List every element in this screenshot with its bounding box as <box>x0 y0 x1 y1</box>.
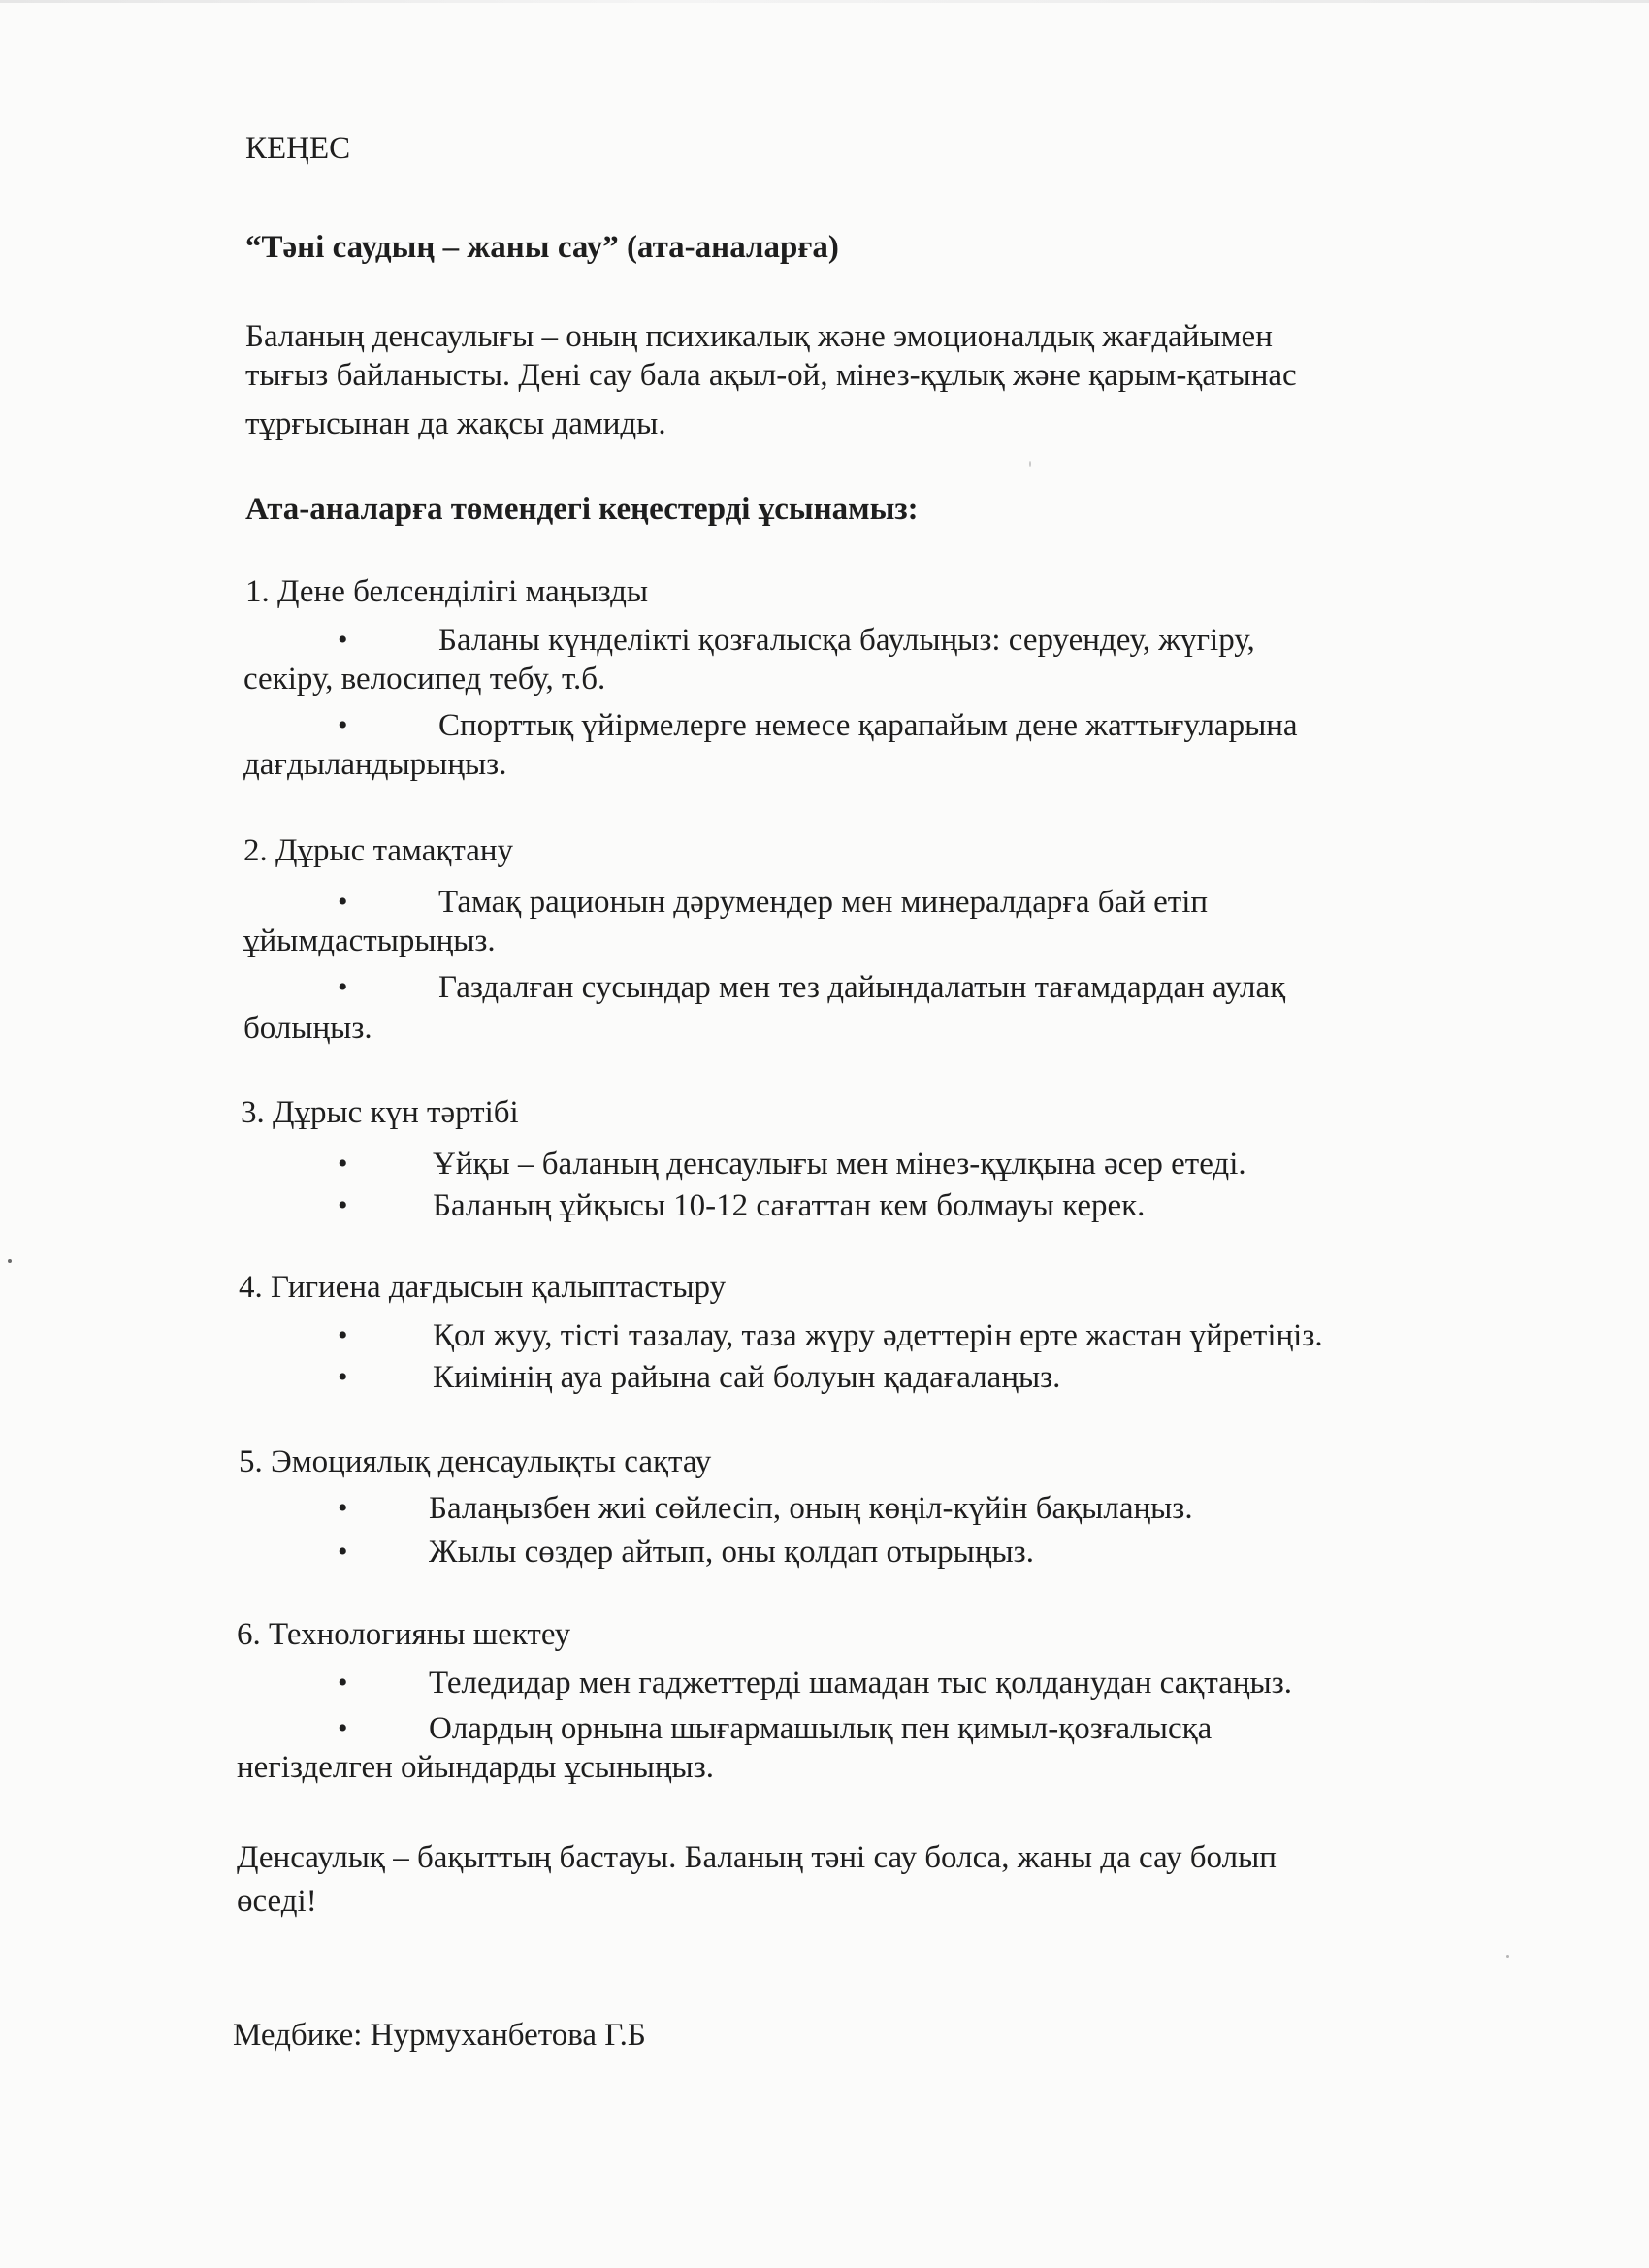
advice-heading: Ата-аналарға төмендегі кеңестерді ұсынамыз: <box>245 492 919 527</box>
section-1-item-1-line-1: Баланы күнделікті қозғалысқа баулыңыз: серуендеу, жүгіру, <box>438 623 1255 658</box>
section-6-item-1-line-1: Теледидар мен гаджеттерді шамадан тыс қолданудан сақтаңыз. <box>429 1666 1293 1701</box>
scan-speck <box>1029 461 1031 467</box>
scan-speck <box>8 1259 12 1263</box>
section-title-6: 6. Технологияны шектеу <box>237 1617 571 1652</box>
section-2-item-1-line-1: Тамақ рационын дәрумендер мен минералдарға бай етіп <box>438 885 1209 920</box>
section-6-item-2-line-2: негізделген ойындарды ұсыныңыз. <box>237 1750 714 1785</box>
bullet-icon: • <box>338 1492 348 1524</box>
section-2-item-2-line-2: болыңыз. <box>243 1011 372 1046</box>
bullet-icon: • <box>338 1712 348 1744</box>
section-5-item-1-line-1: Балаңызбен жиі сөйлесіп, оның көңіл-күйін бақылаңыз. <box>429 1491 1193 1526</box>
section-6-item-2-line-1: Олардың орнына шығармашылық пен қимыл-қозғалысқа <box>429 1711 1212 1746</box>
signature: Медбике: Нурмуханбетова Г.Б <box>233 2018 646 2053</box>
section-2-item-1-line-2: ұйымдастырыңыз. <box>243 923 496 958</box>
intro-line-2: тығыз байланысты. Дені сау бала ақыл-ой, мінез-құлық және қарым-қатынас <box>245 358 1297 393</box>
conclusion-line-2: өседі! <box>237 1884 317 1919</box>
section-title-2: 2. Дұрыс тамақтану <box>243 833 514 868</box>
section-title-3: 3. Дұрыс күн тәртібі <box>241 1095 519 1130</box>
bullet-icon: • <box>338 624 348 656</box>
section-title-4: 4. Гигиена дағдысын қалыптастыру <box>239 1270 727 1305</box>
scan-speck <box>1506 1955 1509 1958</box>
document-header: КЕҢЕС <box>245 131 351 166</box>
document-title: “Тәні саудың – жаны сау” (ата-аналарға) <box>245 230 839 265</box>
bullet-icon: • <box>338 709 348 741</box>
section-title-1: 1. Дене белсенділігі маңызды <box>245 574 649 609</box>
section-4-item-1-line-1: Қол жуу, тісті тазалау, таза жүру әдеттерін ерте жастан үйретіңіз. <box>433 1318 1323 1353</box>
scan-edge <box>0 0 1649 3</box>
section-3-item-2-line-1: Баланың ұйқысы 10-12 сағаттан кем болмауы керек. <box>433 1188 1146 1223</box>
section-1-item-2-line-1: Спорттық үйірмелерге немесе қарапайым дене жаттығуларына <box>438 708 1298 743</box>
bullet-icon: • <box>338 886 348 918</box>
bullet-icon: • <box>338 1189 348 1221</box>
section-1-item-1-line-2: секіру, велосипед тебу, т.б. <box>243 662 606 697</box>
bullet-icon: • <box>338 1536 348 1568</box>
section-4-item-2-line-1: Киімінің ауа райына сай болуын қадағалаңыз. <box>433 1360 1061 1395</box>
bullet-icon: • <box>338 971 348 1003</box>
bullet-icon: • <box>338 1667 348 1699</box>
intro-line-3: тұрғысынан да жақсы дамиды. <box>245 406 666 441</box>
bullet-icon: • <box>338 1319 348 1351</box>
section-1-item-2-line-2: дағдыландырыңыз. <box>243 747 507 782</box>
conclusion-line-1: Денсаулық – бақыттың бастауы. Баланың тәні сау болса, жаны да сау болып <box>237 1840 1277 1875</box>
bullet-icon: • <box>338 1361 348 1393</box>
section-5-item-2-line-1: Жылы сөздер айтып, оны қолдап отырыңыз. <box>429 1535 1034 1570</box>
section-title-5: 5. Эмоциялық денсаулықты сақтау <box>239 1444 712 1479</box>
bullet-icon: • <box>338 1148 348 1180</box>
section-2-item-2-line-1: Газдалған сусындар мен тез дайындалатын тағамдардан аулақ <box>438 970 1286 1005</box>
intro-line-1: Баланың денсаулығы – оның психикалық және эмоционалдық жағдайымен <box>245 319 1273 354</box>
section-3-item-1-line-1: Ұйқы – баланың денсаулығы мен мінез-құлқына әсер етеді. <box>433 1147 1246 1182</box>
